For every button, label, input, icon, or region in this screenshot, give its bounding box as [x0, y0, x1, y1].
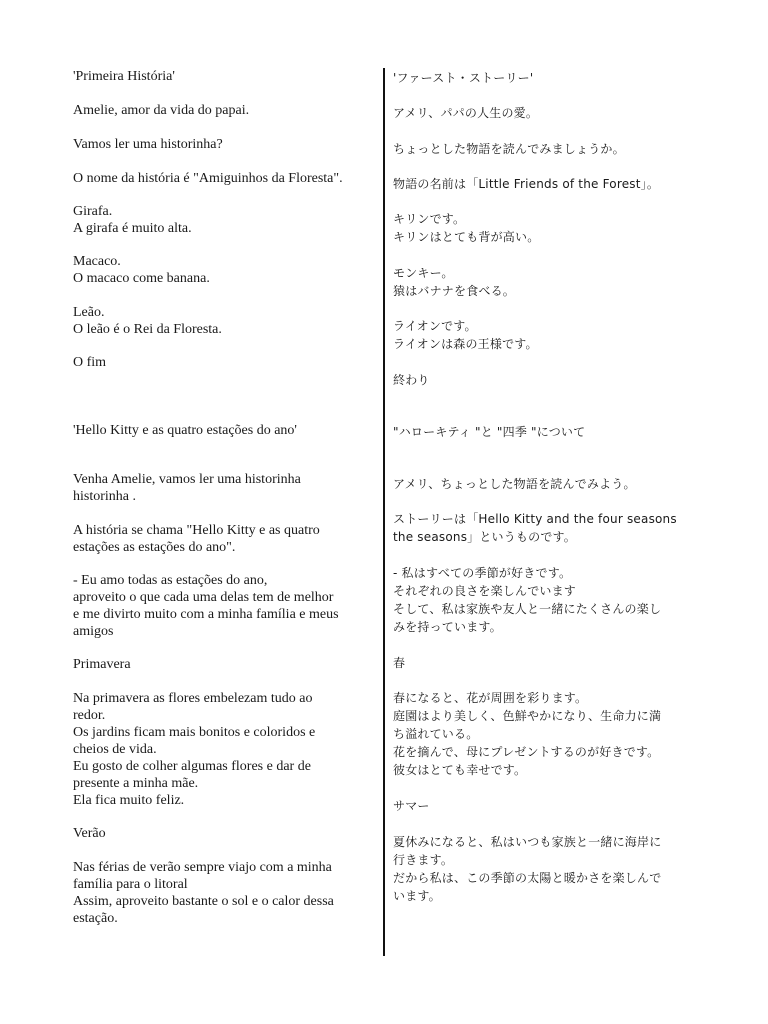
- text-line: estações as estações do ano".: [73, 540, 236, 555]
- story1-title-pt: 'Primeira História': [73, 69, 175, 84]
- text-line: ストーリーは「Hello Kitty and the four seasons: [393, 512, 677, 526]
- text-line: キリンはとても背が高い。: [393, 230, 540, 244]
- text-line: O fim: [73, 355, 107, 370]
- story1-title-ja: 'ファースト・ストーリー': [393, 71, 534, 85]
- text-line: e me divirto muito com a minha família e meus: [73, 607, 339, 622]
- text-line: モンキー。: [393, 266, 454, 280]
- text-line: 彼女はとても幸せです。: [393, 763, 527, 777]
- story2-title-ja: "ハローキティ "と "四季 "について: [393, 425, 586, 439]
- text-line: アメリ、ちょっとした物語を読んでみよう。: [393, 477, 636, 491]
- text-line: Assim, aproveito bastante o sol e o calor dessa: [73, 894, 334, 909]
- text-line: A girafa é muito alta.: [73, 221, 192, 236]
- text-line: Nas férias de verão sempre viajo com a minha: [73, 860, 332, 875]
- text-line: 終わり: [393, 373, 430, 387]
- text-line: Os jardins ficam mais bonitos e coloridos e: [73, 725, 316, 740]
- text-line: ライオンは森の王様です。: [393, 337, 538, 351]
- text-line: the seasons」というものです。: [393, 530, 576, 544]
- text-line: Macaco.: [73, 254, 121, 269]
- text-line: estação.: [73, 911, 118, 926]
- text-line: O macaco come banana.: [73, 271, 210, 286]
- text-line: だから私は、この季節の太陽と暖かさを楽しんで: [393, 871, 662, 885]
- text-line: みを持っています。: [393, 620, 502, 634]
- text-line: amigos: [73, 624, 114, 639]
- text-line: O nome da história é "Amiguinhos da Floresta".: [73, 171, 343, 186]
- text-line: Venha Amelie, vamos ler uma historinha: [73, 472, 301, 487]
- text-line: O leão é o Rei da Floresta.: [73, 322, 222, 337]
- text-line: キリンです。: [393, 212, 466, 226]
- text-line: família para o litoral: [73, 877, 188, 892]
- text-line: 物語の名前は「Little Friends of the Forest」。: [393, 177, 660, 191]
- section-heading-summer-ja: サマー: [393, 799, 430, 813]
- text-line: アメリ、パパの人生の愛。: [393, 106, 539, 120]
- text-line: cheios de vida.: [73, 742, 157, 757]
- text-line: presente a minha mãe.: [73, 776, 199, 791]
- text-line: 花を摘んで、母にプレゼントするのが好きです。: [393, 745, 660, 759]
- text-line: 夏休みになると、私はいつも家族と一緒に海岸に: [393, 835, 662, 849]
- text-line: Girafa.: [73, 204, 113, 219]
- text-line: Vamos ler uma historinha?: [73, 137, 223, 152]
- text-line: Na primavera as flores embelezam tudo ao: [73, 691, 313, 706]
- section-heading-spring-ja: 春: [393, 656, 406, 670]
- text-line: aproveito o que cada uma delas tem de melhor: [73, 590, 334, 605]
- text-line: Leão.: [73, 305, 105, 320]
- text-line: それぞれの良さを楽しんでいます: [393, 584, 577, 598]
- story2-title-pt: 'Hello Kitty e as quatro estações do ano': [73, 423, 297, 438]
- text-line: います。: [393, 889, 441, 903]
- section-heading-summer-pt: Verão: [73, 826, 106, 841]
- text-line: そして、私は家族や友人と一緒にたくさんの楽し: [393, 602, 662, 616]
- section-heading-spring-pt: Primavera: [73, 657, 131, 672]
- text-line: 行きます。: [393, 853, 454, 867]
- text-line: 庭園はより美しく、色鮮やかになり、生命力に満: [393, 709, 662, 723]
- text-line: - Eu amo todas as estações do ano,: [73, 573, 268, 588]
- text-line: redor.: [73, 708, 106, 723]
- text-line: 猿はバナナを食べる。: [393, 284, 516, 298]
- text-line: historinha .: [73, 489, 136, 504]
- text-line: 春になると、花が周囲を彩ります。: [393, 691, 588, 705]
- text-line: ライオンです。: [393, 319, 477, 333]
- text-line: Eu gosto de colher algumas flores e dar de: [73, 759, 311, 774]
- text-line: ち溢れている。: [393, 727, 479, 741]
- text-line: - 私はすべての季節が好きです。: [393, 566, 572, 580]
- text-line: Ela fica muito feliz.: [73, 793, 185, 808]
- text-line: Amelie, amor da vida do papai.: [73, 103, 250, 118]
- column-divider: [383, 68, 385, 956]
- text-line: A história se chama "Hello Kitty e as quatro: [73, 523, 320, 538]
- text-line: ちょっとした物語を読んでみましょうか。: [393, 142, 625, 156]
